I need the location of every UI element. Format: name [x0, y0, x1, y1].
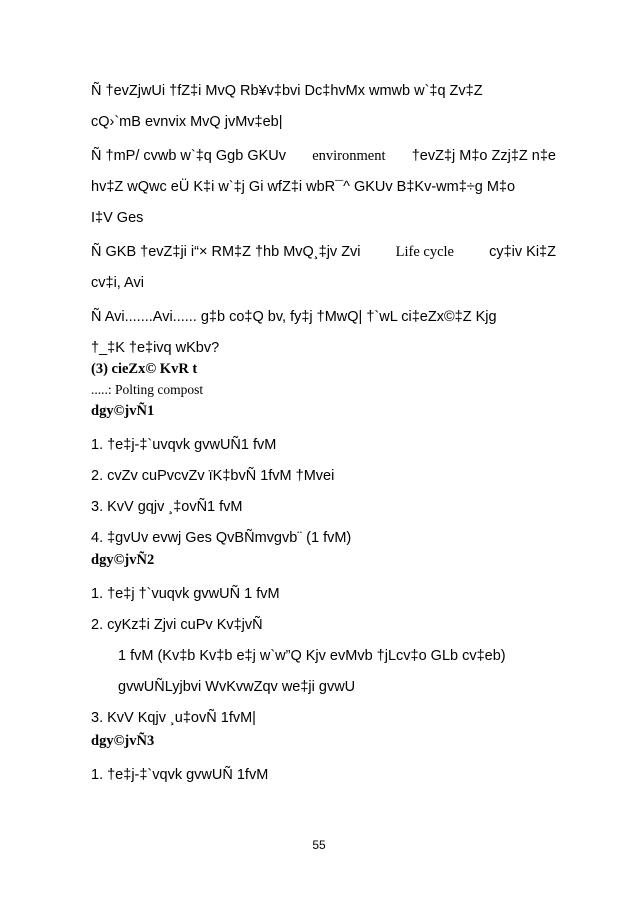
formula2-sub2: gvwUÑLyjbvi WvKvwZqv we‡ji gvwU	[118, 679, 356, 695]
formula1-item2: 2. cvZv cuPvcvZv ïK‡bvÑ 1fvM †Mvei	[91, 468, 335, 484]
formula2-item3: 3. KvV Kqjv ¸u‡ovÑ 1fvM|	[91, 710, 256, 726]
para3-line1-english: Life cycle	[395, 244, 454, 260]
formula2-item1: 1. †e‡j †`vuqvk gvwUÑ 1 fvM	[91, 586, 280, 602]
formula2-item2: 2. cyKz‡i Zjvi cuPv Kv‡jvÑ	[91, 617, 263, 633]
para4-line2: †_‡K †e‡ivq wKbv?	[91, 340, 220, 356]
polting-compost-label: .....: Polting compost	[91, 382, 204, 397]
formula1-title: dgy©jvÑ1	[91, 403, 155, 419]
para2-line1-english: environment	[312, 148, 386, 164]
para2-line3: I‡V Ges	[91, 210, 144, 226]
page-number: 55	[312, 838, 326, 852]
para4-line1: Ñ Avi.......Avi...... g‡b co‡Q bv, fy‡j †MwQ| †`wL ci‡eZx©‡Z Kjg	[91, 309, 497, 325]
formula1-item4: 4. ‡gvUv evwj Ges QvBÑmvgvb¨ (1 fvM)	[91, 530, 352, 546]
formula3-title: dgy©jvÑ3	[91, 733, 155, 749]
formula2-title: dgy©jvÑ2	[91, 552, 155, 568]
para3-line1-part1: Ñ GKB †evZ‡ji i“× RM‡Z †hb MvQ¸‡jv Zvi	[91, 244, 361, 260]
para3-line1	[91, 243, 556, 261]
para1-line2: cQ›`mB evnvix MvQ jvMv‡eb|	[91, 114, 283, 130]
formula1-item3: 3. KvV gqjv ¸‡ovÑ1 fvM	[91, 499, 243, 515]
formula3-item1: 1. †e‡j-‡`vqvk gvwUÑ 1fvM	[91, 767, 269, 783]
section-heading: (3) cieZx© KvR t	[91, 361, 198, 377]
para3-line2: cv‡i, Avi	[91, 275, 144, 291]
para2-line1-part1: Ñ †mP/ cvwb w`‡q Ggb GKUv	[91, 148, 286, 164]
formula2-sub1: 1 fvM (Kv‡b Kv‡b e‡j w`w”Q Kjv evMvb †jLcv‡o GLb cv‡eb)	[118, 648, 506, 664]
para2-line1-part3: †evZ‡j M‡o Zzj‡Z n‡e	[411, 148, 556, 164]
formula1-item1: 1. †e‡j-‡`uvqvk gvwUÑ1 fvM	[91, 437, 277, 453]
para2-line1	[91, 147, 556, 165]
para3-line1-part3: cy‡iv Ki‡Z	[489, 244, 556, 260]
para1-line1: Ñ †evZjwUi †fZ‡i MvQ Rb¥v‡bvi Dc‡hvMx wmwb w`‡q Zv‡Z	[91, 83, 483, 99]
para2-line2: hv‡Z wQwc eÜ K‡i w`‡j Gi wfZ‡i wbR¯^ GKUv B‡Kv-wm‡÷g M‡o	[91, 179, 516, 195]
